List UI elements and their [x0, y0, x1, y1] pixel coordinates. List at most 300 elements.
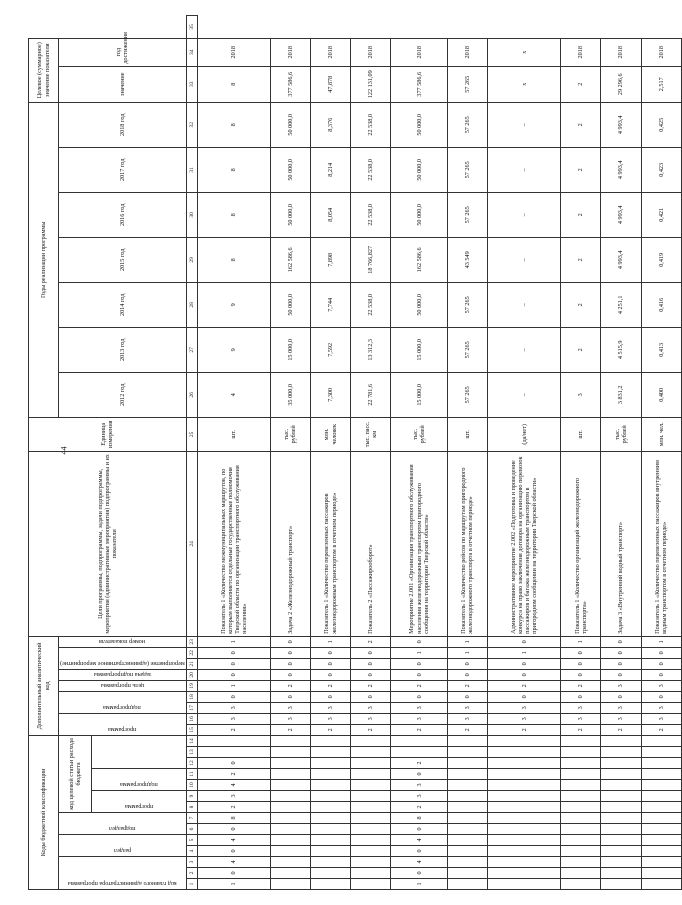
code-cell: [601, 802, 641, 813]
code-cell: [641, 879, 681, 890]
code-cell: [351, 780, 391, 791]
code-cell: [351, 824, 391, 835]
code-cell: 0: [488, 669, 561, 680]
code-cell: 2: [488, 680, 561, 691]
column-number: 27: [186, 327, 197, 372]
code-cell: 3: [391, 791, 448, 802]
target-year-cell: 2018: [270, 38, 310, 66]
year-value-cell: 50 000,0: [391, 102, 448, 147]
code-cell: [311, 735, 351, 746]
code-cell: [351, 879, 391, 890]
code-cell: [447, 769, 487, 780]
target-value-cell: 2: [561, 66, 601, 102]
year-value-cell: 3 831,2: [601, 372, 641, 417]
table-row: [351, 16, 391, 890]
year-2012-header: 2012 год: [59, 372, 187, 417]
code-cell: [270, 758, 310, 769]
column-number: 33: [186, 66, 197, 102]
year-value-cell: 0,416: [641, 282, 681, 327]
column-number: 5: [186, 835, 197, 846]
code-cell: 4: [197, 780, 270, 791]
year-value-cell: 8: [197, 102, 270, 147]
goal-text-cell: Административное мероприятие 2.002 «Подготовка и проведение конкурса на право заключения договора на организацию перевозок пассажиров и багажа железнодорожным транспортом в пригородном сообщении на территории Тверской области»: [488, 451, 561, 636]
classification-header: код целевой статьи расхода бюджета: [59, 735, 92, 812]
target-year-cell: 2018: [351, 38, 391, 66]
code-cell: [311, 780, 351, 791]
year-value-cell: 2: [561, 192, 601, 237]
code-cell: [488, 879, 561, 890]
column-number: 17: [186, 702, 197, 713]
code-cell: [601, 846, 641, 857]
code-cell: 3: [561, 702, 601, 713]
table-row: [447, 16, 487, 890]
column-number: 7: [186, 813, 197, 824]
code-cell: [447, 857, 487, 868]
year-value-cell: 50 000,0: [270, 102, 310, 147]
year-value-cell: 2: [561, 237, 601, 282]
code-cell: 2: [270, 724, 310, 735]
code-cell: 2: [270, 680, 310, 691]
code-cell: [641, 747, 681, 758]
year-value-cell: 22 538,0: [351, 282, 391, 327]
code-cell: 3: [488, 702, 561, 713]
code-cell: [447, 879, 487, 890]
year-value-cell: 7,898: [311, 237, 351, 282]
code-cell: [270, 824, 310, 835]
code-cell: 1: [197, 879, 270, 890]
year-value-cell: 2: [561, 327, 601, 372]
code-cell: 0: [391, 669, 448, 680]
code-cell: 0: [197, 846, 270, 857]
year-2016-header: 2016 год: [59, 192, 187, 237]
column-number: 14: [186, 735, 197, 746]
code-cell: 3: [197, 713, 270, 724]
code-cell: 3: [351, 702, 391, 713]
subprogram-code-header: подпрограмма: [59, 691, 187, 713]
code-cell: 2: [311, 680, 351, 691]
year-value-cell: 8,214: [311, 147, 351, 192]
code-cell: [488, 835, 561, 846]
code-cell: 0: [641, 691, 681, 702]
code-cell: 3: [601, 680, 641, 691]
code-cell: 0: [197, 669, 270, 680]
year-value-cell: 50 000,0: [391, 192, 448, 237]
code-cell: [351, 747, 391, 758]
code-cell: 8: [391, 813, 448, 824]
code-cell: 3: [391, 780, 448, 791]
code-cell: 3: [561, 713, 601, 724]
table-row: [197, 16, 270, 890]
year-value-cell: 8: [197, 192, 270, 237]
column-number: 9: [186, 791, 197, 802]
page-number: 44: [59, 446, 69, 455]
code-cell: [641, 824, 681, 835]
code-cell: 0: [391, 636, 448, 647]
code-cell: 1: [391, 879, 448, 890]
unit-cell: шт.: [561, 417, 601, 451]
code-cell: 3: [391, 702, 448, 713]
code-cell: 0: [488, 658, 561, 669]
unit-cell: тыс. пасс. км: [351, 417, 391, 451]
code-cell: [270, 747, 310, 758]
year-value-cell: 4 993,4: [601, 102, 641, 147]
year-value-cell: 2: [561, 147, 601, 192]
year-value-cell: 4 993,4: [601, 237, 641, 282]
code-cell: [351, 813, 391, 824]
code-cell: [270, 835, 310, 846]
years-header: Годы реализации программы: [29, 102, 59, 417]
budget-codes-header: Коды бюджетной классификации: [29, 735, 59, 889]
target-value-cell: 377 586,6: [270, 66, 310, 102]
target-year-cell: 2018: [311, 38, 351, 66]
table-row: [488, 16, 561, 890]
code-cell: [561, 780, 601, 791]
subsection-header: подраздел: [59, 813, 187, 835]
code-cell: [351, 868, 391, 879]
code-cell: 0: [311, 669, 351, 680]
year-value-cell: 57 265: [447, 147, 487, 192]
year-2018-header: 2018 год: [59, 102, 187, 147]
code-cell: [270, 879, 310, 890]
column-number: 8: [186, 802, 197, 813]
code-cell: 2: [391, 758, 448, 769]
code-cell: [601, 835, 641, 846]
code-cell: 0: [391, 846, 448, 857]
table-row: [641, 16, 681, 890]
code-cell: 2: [197, 769, 270, 780]
code-cell: [641, 868, 681, 879]
year-value-cell: –: [488, 237, 561, 282]
unit-cell: шт.: [197, 417, 270, 451]
code-cell: 0: [351, 669, 391, 680]
code-cell: 0: [641, 669, 681, 680]
code-cell: [270, 868, 310, 879]
code-cell: 0: [197, 758, 270, 769]
code-cell: 2: [561, 680, 601, 691]
code-cell: 1: [197, 680, 270, 691]
code-cell: [270, 857, 310, 868]
code-cell: 2: [197, 802, 270, 813]
code-cell: [641, 835, 681, 846]
code-cell: 0: [561, 647, 601, 658]
year-value-cell: –: [488, 372, 561, 417]
goal-header: Цели программы, подпрограммы, задачи подпрограммы, мероприятия (административные мероприятия) подпрограммы и их показатели: [29, 451, 187, 636]
code-cell: [641, 857, 681, 868]
column-number: 29: [186, 237, 197, 282]
column-numbers-row: [186, 16, 197, 890]
code-cell: [488, 769, 561, 780]
year-value-cell: –: [488, 147, 561, 192]
year-value-cell: 7,744: [311, 282, 351, 327]
column-number: 23: [186, 636, 197, 647]
code-cell: [641, 780, 681, 791]
section-header: раздел: [59, 835, 187, 857]
code-cell: [488, 868, 561, 879]
code-cell: [447, 813, 487, 824]
subprogram-class-header: подпрограмма: [91, 769, 186, 791]
target-value-cell: x: [488, 66, 561, 102]
code-cell: 0: [197, 647, 270, 658]
table-row: [601, 16, 641, 890]
code-cell: [561, 835, 601, 846]
code-cell: 0: [197, 824, 270, 835]
code-cell: [391, 735, 448, 746]
column-number: 2: [186, 868, 197, 879]
code-cell: [601, 735, 641, 746]
year-value-cell: 0,419: [641, 237, 681, 282]
code-cell: 1: [488, 647, 561, 658]
column-number: 20: [186, 669, 197, 680]
code-cell: 8: [197, 813, 270, 824]
code-cell: 0: [351, 691, 391, 702]
unit-cell: млн. человек: [311, 417, 351, 451]
code-cell: [270, 791, 310, 802]
code-cell: [561, 802, 601, 813]
year-value-cell: 0,400: [641, 372, 681, 417]
target-year-cell: x: [488, 38, 561, 66]
target-year-cell: 2018: [561, 38, 601, 66]
year-value-cell: 22 781,6: [351, 372, 391, 417]
column-number: 19: [186, 680, 197, 691]
rotated-table-container: [28, 15, 669, 890]
code-cell: [311, 835, 351, 846]
code-cell: [601, 747, 641, 758]
year-value-cell: 22 538,0: [351, 102, 391, 147]
column-number: 16: [186, 713, 197, 724]
code-cell: [641, 846, 681, 857]
code-cell: 0: [488, 636, 561, 647]
code-cell: 4: [197, 835, 270, 846]
code-cell: 3: [601, 713, 641, 724]
code-cell: 2: [351, 636, 391, 647]
code-cell: 0: [641, 647, 681, 658]
year-value-cell: 0,423: [641, 147, 681, 192]
column-number: 12: [186, 758, 197, 769]
target-year-cell: 2018: [197, 38, 270, 66]
code-cell: [601, 868, 641, 879]
year-value-cell: 50 000,0: [270, 192, 310, 237]
code-cell: 0: [488, 691, 561, 702]
program-class-header: программа: [91, 791, 186, 813]
code-cell: 3: [641, 702, 681, 713]
code-cell: [311, 824, 351, 835]
code-cell: [311, 879, 351, 890]
code-cell: [197, 747, 270, 758]
code-cell: 0: [601, 647, 641, 658]
code-cell: 4: [197, 857, 270, 868]
code-cell: 1: [197, 636, 270, 647]
code-cell: 0: [561, 691, 601, 702]
code-cell: [601, 769, 641, 780]
column-number: 35: [186, 16, 197, 39]
code-cell: [311, 868, 351, 879]
code-cell: [311, 857, 351, 868]
code-cell: 0: [311, 658, 351, 669]
code-cell: 3: [197, 702, 270, 713]
unit-cell: тыс. рублей: [391, 417, 448, 451]
target-value-cell: 47,878: [311, 66, 351, 102]
column-number: 10: [186, 780, 197, 791]
year-2013-header: 2013 год: [59, 327, 187, 372]
code-cell: [447, 747, 487, 758]
target-header: Целевое (суммарное) значение показателя: [29, 38, 59, 102]
year-value-cell: 9: [197, 282, 270, 327]
year-value-cell: 18 766,827: [351, 237, 391, 282]
year-value-cell: 15 000,0: [270, 327, 310, 372]
year-value-cell: 2: [561, 102, 601, 147]
goal-text-cell: Мероприятие 2.001 «Организация транспортного обслуживания населения железнодорожным транспортом пригородного сообщения на территории Тверской области»: [391, 451, 448, 636]
code-cell: 4: [391, 857, 448, 868]
code-cell: [311, 758, 351, 769]
target-year-cell: 2018: [447, 38, 487, 66]
goal-text-cell: Показатель 1 «Количество перевезенных пассажиров внутренним водным транспортом в отчетном периоде»: [641, 451, 681, 636]
code-cell: [561, 824, 601, 835]
code-cell: 0: [270, 658, 310, 669]
code-cell: [351, 769, 391, 780]
code-cell: 2: [561, 724, 601, 735]
year-value-cell: 13 312,3: [351, 327, 391, 372]
code-cell: 0: [391, 691, 448, 702]
code-cell: 0: [601, 636, 641, 647]
year-value-cell: 162 586,6: [391, 237, 448, 282]
code-cell: 0: [351, 647, 391, 658]
year-value-cell: 8: [197, 147, 270, 192]
code-cell: 2: [391, 802, 448, 813]
code-cell: [351, 846, 391, 857]
code-cell: 2: [351, 680, 391, 691]
year-value-cell: –: [488, 102, 561, 147]
code-cell: [601, 780, 641, 791]
code-cell: 1: [561, 636, 601, 647]
goal-text-cell: Задача 3 «Внутренний водный транспорт»: [601, 451, 641, 636]
code-cell: 0: [197, 658, 270, 669]
year-2014-header: 2014 год: [59, 282, 187, 327]
task-code-header: задача подпрограммы: [59, 669, 187, 680]
code-cell: 0: [197, 868, 270, 879]
column-number: 11: [186, 769, 197, 780]
year-value-cell: 8,054: [311, 192, 351, 237]
code-cell: [311, 813, 351, 824]
code-cell: 0: [391, 824, 448, 835]
target-value-cell: 377 586,6: [391, 66, 448, 102]
code-cell: [270, 780, 310, 791]
year-value-cell: 4 993,4: [601, 192, 641, 237]
code-cell: 3: [447, 713, 487, 724]
code-cell: 2: [197, 724, 270, 735]
code-cell: 1: [391, 647, 448, 658]
column-number: 26: [186, 372, 197, 417]
code-cell: 0: [351, 658, 391, 669]
code-cell: 3: [311, 702, 351, 713]
code-cell: [351, 758, 391, 769]
code-cell: 3: [488, 713, 561, 724]
code-cell: [351, 857, 391, 868]
code-cell: [447, 824, 487, 835]
year-value-cell: 9: [197, 327, 270, 372]
code-cell: 1: [311, 636, 351, 647]
table-row: [311, 16, 351, 890]
code-cell: [561, 769, 601, 780]
year-value-cell: 7,592: [311, 327, 351, 372]
program-table: [28, 15, 682, 890]
code-cell: [641, 758, 681, 769]
code-cell: [197, 735, 270, 746]
column-number: 3: [186, 857, 197, 868]
code-cell: [270, 813, 310, 824]
code-cell: 2: [351, 724, 391, 735]
code-cell: [311, 747, 351, 758]
year-value-cell: 4: [197, 372, 270, 417]
year-value-cell: 57 265: [447, 282, 487, 327]
code-cell: 0: [601, 658, 641, 669]
column-number: 22: [186, 647, 197, 658]
code-cell: 0: [447, 669, 487, 680]
code-cell: [601, 857, 641, 868]
code-cell: [447, 791, 487, 802]
year-value-cell: –: [488, 192, 561, 237]
code-cell: [447, 835, 487, 846]
code-cell: [601, 824, 641, 835]
goal-code-header: цель программы: [59, 680, 187, 691]
year-value-cell: 3: [561, 372, 601, 417]
code-cell: [351, 735, 391, 746]
code-cell: [270, 846, 310, 857]
year-value-cell: 0,413: [641, 327, 681, 372]
year-value-cell: 35 000,0: [270, 372, 310, 417]
year-value-cell: 4 993,4: [601, 147, 641, 192]
code-cell: [601, 791, 641, 802]
unit-header: Единица измерения: [29, 417, 187, 451]
column-number: 15: [186, 724, 197, 735]
target-year-cell: 2018: [601, 38, 641, 66]
code-cell: 3: [270, 713, 310, 724]
code-cell: [641, 791, 681, 802]
goal-text-cell: Показатель 2 «Пассажирооборот»: [351, 451, 391, 636]
year-value-cell: 57 265: [447, 327, 487, 372]
code-cell: 4: [391, 835, 448, 846]
code-cell: 3: [270, 702, 310, 713]
code-cell: [270, 769, 310, 780]
code-cell: 1: [641, 636, 681, 647]
code-cell: 3: [311, 713, 351, 724]
unit-cell: шт.: [447, 417, 487, 451]
table-row: [561, 16, 601, 890]
code-cell: 0: [311, 647, 351, 658]
year-value-cell: 15 000,0: [391, 372, 448, 417]
code-cell: [447, 868, 487, 879]
code-cell: [488, 747, 561, 758]
code-cell: 1: [447, 636, 487, 647]
column-number: 13: [186, 747, 197, 758]
target-value-cell: 8: [197, 66, 270, 102]
target-value-cell: 122 131,09: [351, 66, 391, 102]
code-cell: 2: [447, 724, 487, 735]
year-value-cell: 0,425: [641, 102, 681, 147]
code-cell: 2: [447, 680, 487, 691]
year-value-cell: 22 538,0: [351, 192, 391, 237]
code-cell: 2: [311, 724, 351, 735]
unit-cell: (да/нет): [488, 417, 561, 451]
year-value-cell: 22 538,0: [351, 147, 391, 192]
year-value-cell: 162 586,6: [270, 237, 310, 282]
code-cell: 2: [391, 724, 448, 735]
code-cell: [561, 868, 601, 879]
expense-direction-header: [91, 735, 186, 768]
indicator-no-header: номер показателя: [59, 636, 187, 647]
code-cell: [641, 769, 681, 780]
column-number: 21: [186, 658, 197, 669]
code-cell: [641, 735, 681, 746]
